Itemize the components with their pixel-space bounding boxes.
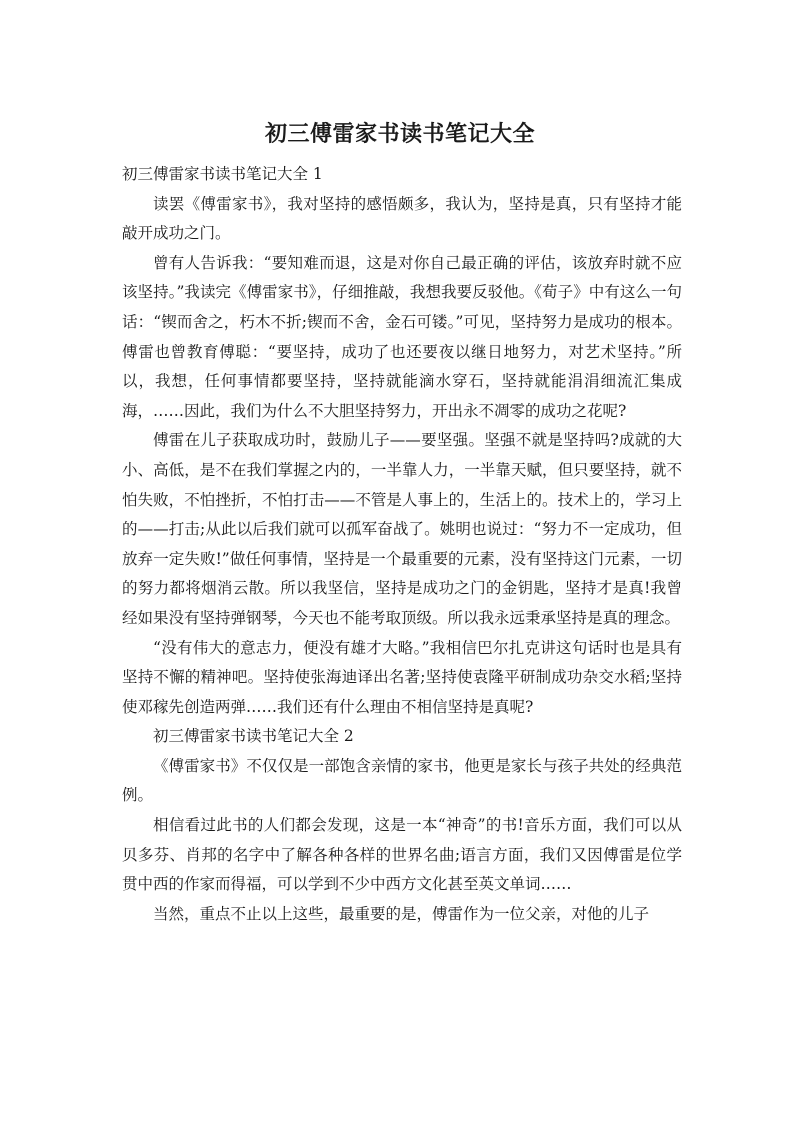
paragraph: 《傅雷家书》不仅仅是一部饱含亲情的家书，他更是家长与孩子共处的经典范例。 xyxy=(122,756,682,805)
paragraph: “没有伟大的意志力，便没有雄才大略。”我相信巴尔扎克讲这句话时也是具有坚持不懈的精神吧。坚持使张海迪译出名著;坚持使袁隆平研制成功杂交水稻;坚持使邓稼先创造两弹……我们还有什么理由不相信坚持是真呢? xyxy=(122,638,682,716)
paragraph: 相信看过此书的人们都会发现，这是一本“神奇”的书!音乐方面，我们可以从贝多芬、肖邦的名字中了解各种各样的世界名曲;语言方面，我们又因傅雷是位学贯中西的作家而得福，可以学到不少中西方文化甚至英文单词…… xyxy=(122,816,682,894)
document-title: 初三傅雷家书读书笔记大全 xyxy=(264,122,535,147)
section-heading: 初三傅雷家书读书笔记大全 2 xyxy=(153,727,354,746)
section-heading: 初三傅雷家书读书笔记大全 1 xyxy=(122,165,323,183)
paragraph: 曾有人告诉我：“要知难而退，这是对你自己最正确的评估，该放弃时就不应该坚持。”我读完《傅雷家书》，仔细推敲，我想我要反驳他。《荀子》中有这么一句话：“锲而舍之，朽木不折;锲而不舍，金石可镂。”可见，坚持努力是成功的根本。傅雷也曾教育傅聪：“要坚持，成功了也还要夜以继日地努力，对艺术坚持。”所以，我想，任何事情都要坚持，坚持就能滴水穿石，坚持就能涓涓细流汇集成海，……因此，我们为什么不大胆坚持努力，开出永不凋零的成功之花呢? xyxy=(122,253,682,420)
paragraph: 读罢《傅雷家书》，我对坚持的感悟颇多，我认为，坚持是真，只有坚持才能敲开成功之门。 xyxy=(122,194,682,243)
document-body xyxy=(122,160,682,929)
paragraph: 傅雷在儿子获取成功时，鼓励儿子——要坚强。坚强不就是坚持吗?成就的大小、高低，是不在我们掌握之内的，一半靠人力，一半靠天赋，但只要坚持，就不怕失败，不怕挫折，不怕打击——不管是人事上的，生活上的。技术上的，学习上的——打击;从此以后我们就可以孤军奋战了。姚明也说过：“努力不一定成功，但放弃一定失败!”做任何事情，坚持是一个最重要的元素，没有坚持这门元素，一切的努力都将烟消云散。所以我坚信，坚持是成功之门的金钥匙，坚持才是真!我曾经如果没有坚持弹钢琴，今天也不能考取顶级。所以我永远秉承坚持是真的理念。 xyxy=(122,431,682,627)
paragraph: 当然，重点不止以上这些，最重要的是，傅雷作为一位父亲，对他的儿子 xyxy=(153,904,650,923)
